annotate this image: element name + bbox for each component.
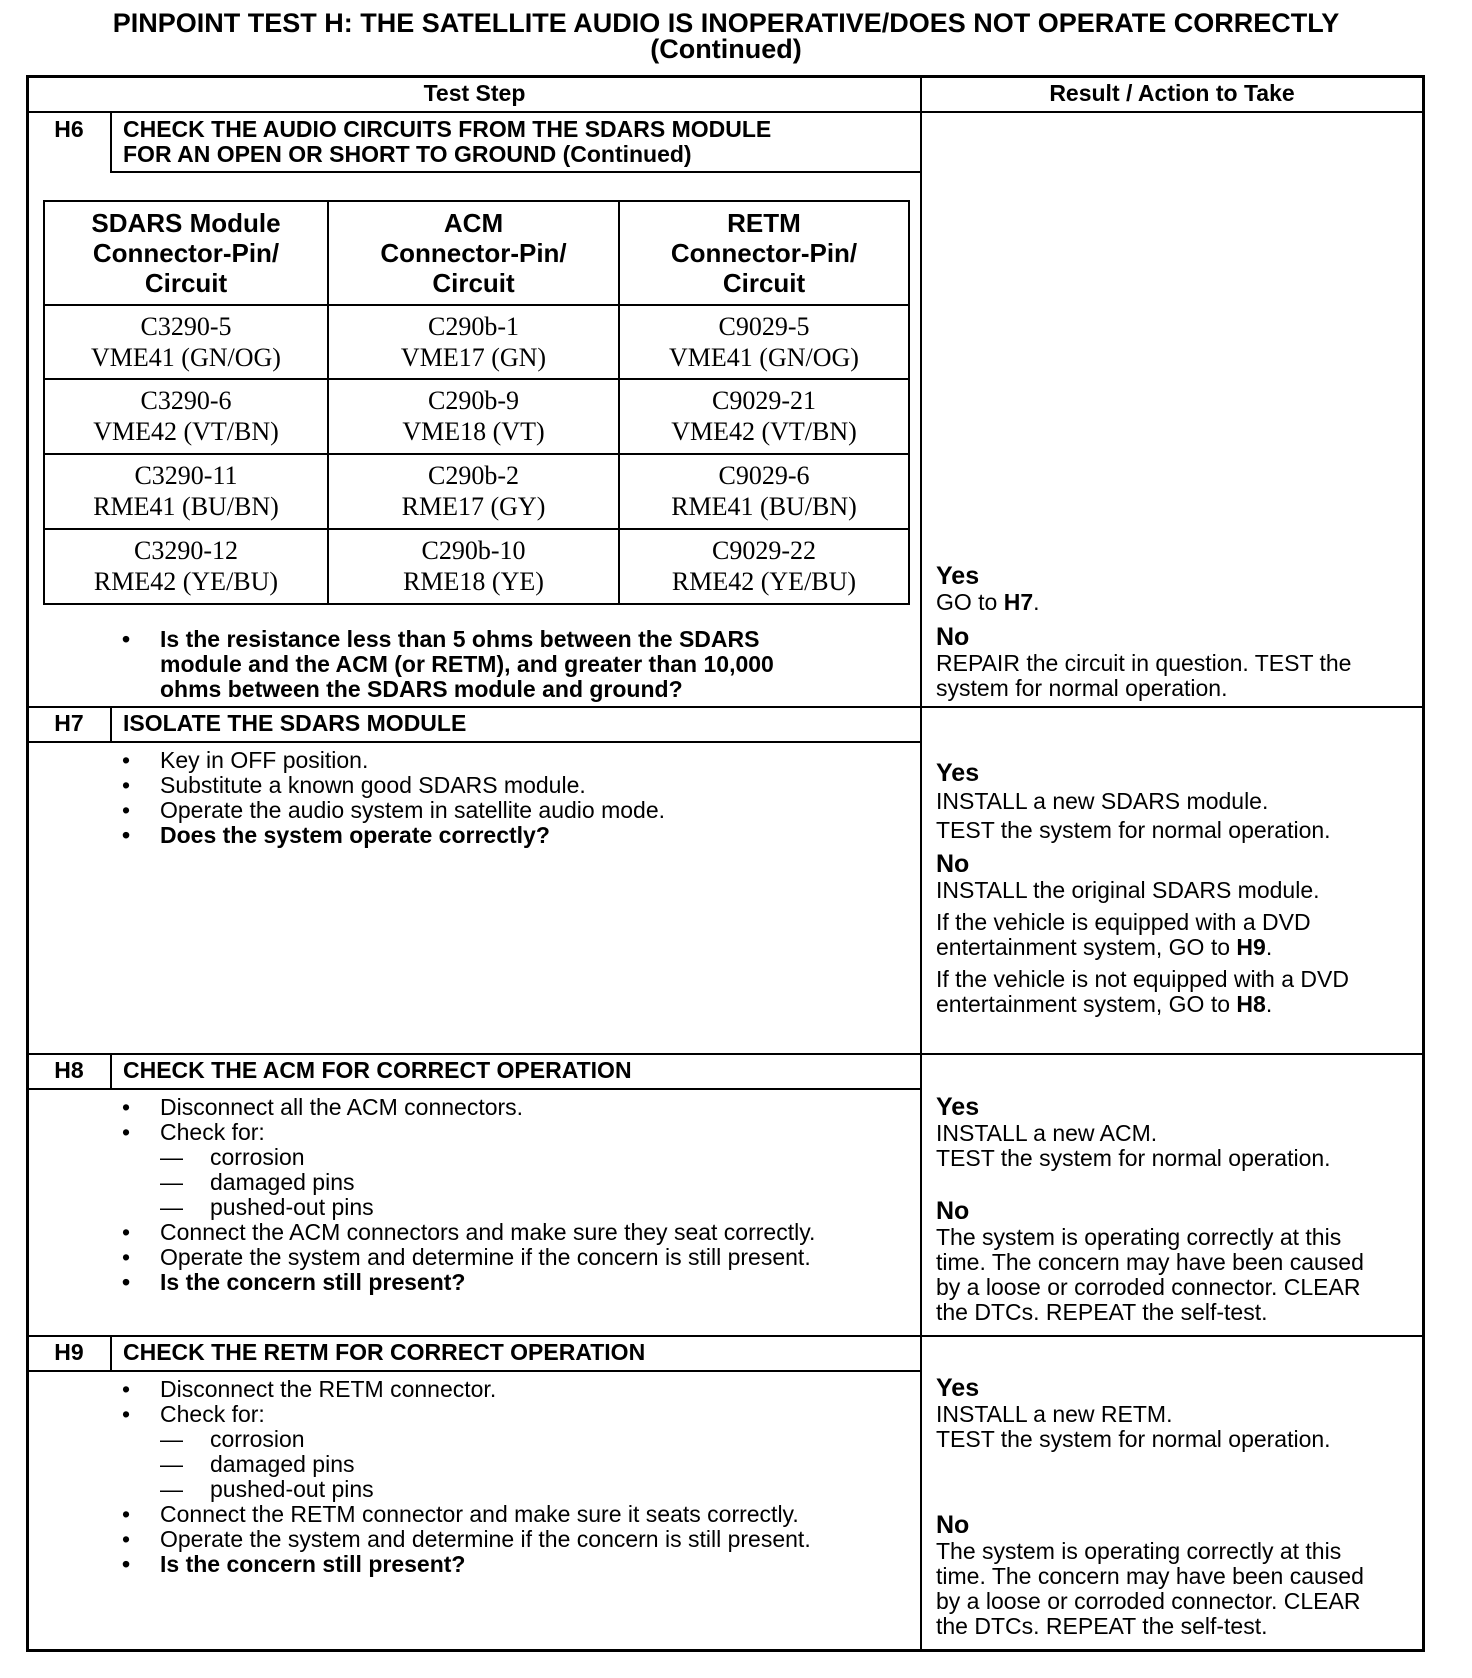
result-no-line: INSTALL the original SDARS module. xyxy=(936,877,1320,903)
sub-item-text: damaged pins xyxy=(210,1451,355,1477)
cell-circuit: VME17 (GN) xyxy=(400,343,547,372)
list-item-text: Substitute a known good SDARS module. xyxy=(160,772,586,798)
table-cell xyxy=(45,311,327,373)
list-item-text: Check for: xyxy=(160,1119,265,1145)
bullet-glyph: • xyxy=(122,1219,131,1245)
yes-text: GO to xyxy=(936,589,1004,615)
bullet-glyph: • xyxy=(122,1269,131,1295)
list-item xyxy=(122,1502,811,1527)
title-line-2: (Continued) xyxy=(650,34,802,64)
dvd-no-text: entertainment system, GO to xyxy=(936,991,1237,1017)
header-sdars-line-2: Connector-Pin/ xyxy=(92,238,280,268)
connector-table-header-acm xyxy=(329,208,618,298)
punct: . xyxy=(1033,589,1040,615)
step-h6-result xyxy=(936,563,1351,701)
step-id-divider-h7 xyxy=(110,706,112,742)
step-id-divider-h6 xyxy=(110,111,112,171)
list-item xyxy=(122,627,774,652)
result-no-line: the DTCs. REPEAT the self-test. xyxy=(936,1613,1268,1639)
dvd-yes-line-1: If the vehicle is equipped with a DVD xyxy=(936,909,1311,935)
result-no-line: The system is operating correctly at this xyxy=(936,1224,1342,1250)
step-title-h9: CHECK THE RETM FOR CORRECT OPERATION xyxy=(123,1339,646,1365)
table-cell xyxy=(620,535,908,597)
list-item xyxy=(122,1245,815,1270)
inner-row-divider-4 xyxy=(43,528,910,530)
outer-border-bottom xyxy=(26,1649,1425,1652)
list-item xyxy=(122,1402,811,1427)
step-ref-link: H8 xyxy=(1236,991,1266,1017)
dash-glyph: — xyxy=(160,1169,183,1195)
sub-item-text: pushed-out pins xyxy=(210,1476,374,1502)
result-no-line: time. The concern may have been caused xyxy=(936,1563,1364,1589)
dash-glyph: — xyxy=(160,1426,183,1452)
table-cell xyxy=(620,385,908,447)
result-no-label: No xyxy=(936,1197,970,1225)
dvd-no-line-2 xyxy=(936,992,1349,1017)
list-item-text: Check for: xyxy=(160,1401,265,1427)
outer-border-left xyxy=(26,75,29,1652)
inner-row-divider-3 xyxy=(43,453,910,455)
cell-circuit: RME17 (GY) xyxy=(401,492,546,521)
step-title-rule-h9 xyxy=(26,1370,920,1372)
list-item-text: Disconnect the RETM connector. xyxy=(160,1376,497,1402)
sub-list-item xyxy=(122,1170,815,1195)
dvd-yes-text: entertainment system, GO to xyxy=(936,934,1237,960)
step-h8-result xyxy=(936,1094,1364,1325)
inner-border-bottom xyxy=(43,603,910,605)
inner-border-top xyxy=(43,200,910,202)
question-text: Is the concern still present? xyxy=(160,1269,466,1295)
cell-connector: C9029-6 xyxy=(718,461,810,490)
list-item xyxy=(122,1120,815,1145)
step-id-h7: H7 xyxy=(54,710,84,736)
step-id-divider-h9 xyxy=(110,1335,112,1371)
step-h7-result xyxy=(936,760,1349,1017)
list-item xyxy=(122,1270,815,1295)
bullet-glyph: • xyxy=(122,747,131,773)
cell-circuit: RME41 (BU/BN) xyxy=(93,492,279,521)
table-cell xyxy=(620,460,908,522)
sub-list-item xyxy=(122,1477,811,1502)
outer-border-top xyxy=(26,75,1425,78)
question-text: Does the system operate correctly? xyxy=(160,822,550,848)
table-cell xyxy=(329,385,618,447)
row-separator-h8-h9 xyxy=(26,1335,1425,1337)
bullet-glyph: • xyxy=(122,1401,131,1427)
bullet-glyph: • xyxy=(122,1376,131,1402)
list-item-text: Operate the system and determine if the concern is still present. xyxy=(160,1244,811,1270)
page-title xyxy=(0,10,1452,62)
list-item-text: Key in OFF position. xyxy=(160,747,369,773)
cell-circuit: VME18 (VT) xyxy=(402,417,545,446)
step-id-h9: H9 xyxy=(54,1339,84,1365)
question-line: module and the ACM (or RETM), and greater than 10,000 xyxy=(160,651,774,677)
list-item xyxy=(122,1095,815,1120)
punct: . xyxy=(1265,934,1273,960)
table-cell xyxy=(329,460,618,522)
cell-circuit: VME42 (VT/BN) xyxy=(671,417,857,446)
step-id-h8: H8 xyxy=(54,1057,84,1083)
outer-border-right xyxy=(1422,75,1425,1652)
header-acm-line-1: ACM xyxy=(443,208,504,238)
sub-list-item xyxy=(122,1195,815,1220)
table-cell xyxy=(329,535,618,597)
list-item-text: Connect the ACM connectors and make sure they seat correctly. xyxy=(160,1219,816,1245)
result-yes-text xyxy=(936,590,1351,615)
step-h9-result xyxy=(936,1375,1364,1639)
list-item-text: Operate the audio system in satellite audio mode. xyxy=(160,797,666,823)
table-cell xyxy=(45,460,327,522)
bullet-glyph: • xyxy=(122,1501,131,1527)
step-id-divider-h8 xyxy=(110,1053,112,1089)
list-item-text: Connect the RETM connector and make sure it seats correctly. xyxy=(160,1501,799,1527)
title-line-1: PINPOINT TEST H: THE SATELLITE AUDIO IS INOPERATIVE/DOES NOT OPERATE CORRECTLY xyxy=(112,8,1340,38)
header-acm-line-2: Connector-Pin/ xyxy=(380,238,567,268)
punct: . xyxy=(1265,991,1273,1017)
result-yes-line: INSTALL a new RETM. xyxy=(936,1401,1173,1427)
result-yes-label: Yes xyxy=(936,1093,980,1121)
inner-row-divider-2 xyxy=(43,378,910,380)
header-divider xyxy=(26,111,1425,113)
result-yes-line: TEST the system for normal operation. xyxy=(936,817,1331,843)
list-item xyxy=(122,773,665,798)
result-no-line: by a loose or corroded connector. CLEAR xyxy=(936,1588,1361,1614)
step-h9-actions xyxy=(122,1377,811,1577)
list-item xyxy=(122,1527,811,1552)
step-title-h6-line-2: FOR AN OPEN OR SHORT TO GROUND (Continued) xyxy=(123,141,692,167)
question-line: Is the resistance less than 5 ohms between the SDARS xyxy=(160,626,760,652)
connector-table-header-retm xyxy=(620,208,908,298)
result-dvd-yes xyxy=(936,910,1349,960)
list-item xyxy=(122,1377,811,1402)
result-no-line: by a loose or corroded connector. CLEAR xyxy=(936,1274,1361,1300)
sub-item-text: corrosion xyxy=(210,1426,305,1452)
list-item xyxy=(122,823,665,848)
cell-connector: C3290-11 xyxy=(134,461,238,490)
cell-connector: C290b-2 xyxy=(428,461,519,490)
cell-connector: C9029-21 xyxy=(712,386,816,415)
dvd-no-line-1: If the vehicle is not equipped with a DVD xyxy=(936,966,1349,992)
list-item xyxy=(122,677,774,702)
sub-list-item xyxy=(122,1452,811,1477)
bullet-glyph: • xyxy=(122,1551,131,1577)
step-title-rule-h7 xyxy=(26,741,920,743)
header-sdars-line-3: Circuit xyxy=(144,268,228,298)
cell-circuit: VME41 (GN/OG) xyxy=(91,343,281,372)
dash-glyph: — xyxy=(160,1144,183,1170)
list-item xyxy=(122,748,665,773)
step-title-h6 xyxy=(123,117,771,167)
bullet-glyph: • xyxy=(122,772,131,798)
sub-list-item xyxy=(122,1427,811,1452)
inner-border-right xyxy=(908,200,910,605)
result-no-line: system for normal operation. xyxy=(936,675,1228,701)
bullet-glyph: • xyxy=(122,1119,131,1145)
result-yes-line: TEST the system for normal operation. xyxy=(936,1426,1331,1452)
list-item-text: Disconnect all the ACM connectors. xyxy=(160,1094,524,1120)
cell-circuit: RME41 (BU/BN) xyxy=(671,492,857,521)
question-text: Is the concern still present? xyxy=(160,1551,466,1577)
bullet-glyph: • xyxy=(122,822,131,848)
cell-circuit: VME42 (VT/BN) xyxy=(93,417,279,446)
cell-circuit: RME18 (YE) xyxy=(403,567,544,596)
result-no-label: No xyxy=(936,623,970,651)
table-cell xyxy=(45,385,327,447)
table-cell xyxy=(45,535,327,597)
result-yes-line: INSTALL a new ACM. xyxy=(936,1120,1158,1146)
row-separator-h7-h8 xyxy=(26,1053,1425,1055)
cell-connector: C3290-5 xyxy=(140,312,232,341)
inner-row-divider-1 xyxy=(43,304,910,306)
bullet-glyph: • xyxy=(122,1244,131,1270)
dash-glyph: — xyxy=(160,1476,183,1502)
result-yes-line: INSTALL a new SDARS module. xyxy=(936,788,1269,814)
step-title-h8: CHECK THE ACM FOR CORRECT OPERATION xyxy=(123,1057,632,1083)
dash-glyph: — xyxy=(160,1451,183,1477)
result-no-line: the DTCs. REPEAT the self-test. xyxy=(936,1299,1268,1325)
cell-connector: C290b-10 xyxy=(421,536,526,565)
connector-table-header-sdars xyxy=(45,208,327,298)
result-no-line: time. The concern may have been caused xyxy=(936,1249,1364,1275)
bullet-glyph: • xyxy=(122,797,131,823)
result-no-label: No xyxy=(936,850,970,878)
sub-item-text: corrosion xyxy=(210,1144,305,1170)
result-no-line: The system is operating correctly at this xyxy=(936,1538,1342,1564)
step-h6-question xyxy=(122,627,774,702)
result-yes-line: TEST the system for normal operation. xyxy=(936,1145,1331,1171)
step-h8-actions xyxy=(122,1095,815,1295)
table-cell xyxy=(329,311,618,373)
result-yes-label: Yes xyxy=(936,1374,980,1402)
cell-circuit: RME42 (YE/BU) xyxy=(671,567,857,596)
header-acm-line-3: Circuit xyxy=(432,268,515,298)
bullet-glyph: • xyxy=(122,1094,131,1120)
step-title-h7: ISOLATE THE SDARS MODULE xyxy=(123,710,467,736)
dvd-yes-line-2 xyxy=(936,935,1349,960)
header-retm-line-1: RETM xyxy=(727,208,801,238)
step-h7-actions xyxy=(122,748,665,848)
step-title-rule-h8 xyxy=(26,1088,920,1090)
column-divider xyxy=(920,75,922,1652)
step-title-rule-h6 xyxy=(110,171,920,173)
cell-connector: C290b-9 xyxy=(428,386,519,415)
list-item xyxy=(122,652,774,677)
cell-circuit: RME42 (YE/BU) xyxy=(93,567,279,596)
cell-connector: C3290-12 xyxy=(134,536,238,565)
list-item-text: Operate the system and determine if the concern is still present. xyxy=(160,1526,811,1552)
result-yes-label: Yes xyxy=(936,562,980,590)
table-cell xyxy=(620,311,908,373)
question-line: ohms between the SDARS module and ground? xyxy=(160,676,683,702)
sub-item-text: damaged pins xyxy=(210,1169,355,1195)
connector-pin-table xyxy=(43,200,910,605)
column-header-result: Result / Action to Take xyxy=(1049,80,1295,106)
list-item xyxy=(122,1552,811,1577)
step-ref-link: H7 xyxy=(1003,589,1034,615)
cell-connector: C9029-22 xyxy=(712,536,816,565)
header-sdars-line-1: SDARS Module xyxy=(91,208,281,238)
result-no-label: No xyxy=(936,1511,970,1539)
sub-list-item xyxy=(122,1145,815,1170)
column-header-test-step: Test Step xyxy=(423,80,526,106)
row-separator-h6-h7 xyxy=(26,706,1425,708)
step-title-h6-line-1: CHECK THE AUDIO CIRCUITS FROM THE SDARS MODULE xyxy=(123,116,772,142)
cell-circuit: VME41 (GN/OG) xyxy=(669,343,859,372)
step-ref-link: H9 xyxy=(1236,934,1266,960)
list-item xyxy=(122,798,665,823)
header-retm-line-3: Circuit xyxy=(722,268,806,298)
step-id-h6: H6 xyxy=(54,116,84,142)
result-yes-label: Yes xyxy=(936,759,980,787)
dash-glyph: — xyxy=(160,1194,183,1220)
cell-connector: C290b-1 xyxy=(428,312,519,341)
bullet-glyph: • xyxy=(122,1526,131,1552)
sub-item-text: pushed-out pins xyxy=(210,1194,374,1220)
header-retm-line-2: Connector-Pin/ xyxy=(670,238,858,268)
result-dvd-no xyxy=(936,967,1349,1017)
cell-connector: C9029-5 xyxy=(718,312,810,341)
result-no-line: REPAIR the circuit in question. TEST the xyxy=(936,650,1352,676)
bullet-glyph: • xyxy=(122,626,131,652)
list-item xyxy=(122,1220,815,1245)
cell-connector: C3290-6 xyxy=(140,386,232,415)
